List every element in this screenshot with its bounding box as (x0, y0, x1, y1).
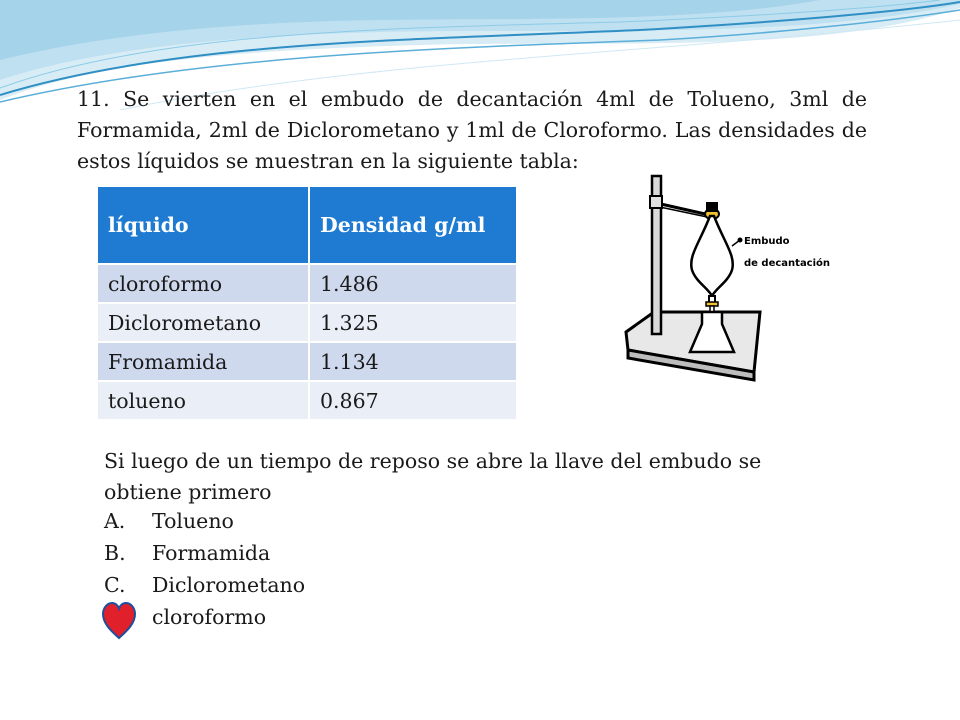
table-header-row (97, 186, 517, 264)
table-cell: Diclorometano (97, 303, 309, 342)
question-stem: Si luego de un tiempo de reposo se abre la llave del embudo se obtiene primero (104, 449, 762, 504)
option-a[interactable] (104, 505, 305, 537)
figure-label-line1: Embudo (744, 236, 790, 247)
option-c[interactable] (104, 569, 305, 601)
heart-icon (102, 602, 136, 640)
option-letter: B. (104, 541, 126, 565)
option-text: Tolueno (152, 509, 234, 533)
table-row (97, 381, 517, 420)
option-letter: A. (104, 509, 126, 533)
option-text: cloroformo (152, 605, 267, 629)
table-cell: 1.486 (309, 264, 517, 303)
table-cell: tolueno (97, 381, 309, 420)
table-row (97, 303, 517, 342)
table-cell: Fromamida (97, 342, 309, 381)
table-cell: 1.134 (309, 342, 517, 381)
table-row (97, 342, 517, 381)
figure-label-line2: de decantación (744, 258, 831, 269)
question-text: 11. Se vierten en el embudo de decantación 4ml de Tolueno, 3ml de Formamida, 2ml de Diclorometano y 1ml de Cloroformo. Las densidades de estos líquidos se muestran en la siguiente tabla: (77, 87, 867, 173)
density-table (96, 185, 518, 421)
option-letter: C. (104, 573, 126, 597)
option-b[interactable] (104, 537, 305, 569)
table-cell: cloroformo (97, 264, 309, 303)
table-cell: 0.867 (309, 381, 517, 420)
table-row (97, 264, 517, 303)
table-header-liquid: líquido (97, 186, 309, 264)
separatory-funnel-illustration (622, 172, 840, 390)
table-header-density: Densidad g/ml (309, 186, 517, 264)
option-text: Formamida (152, 541, 271, 565)
table-cell: 1.325 (309, 303, 517, 342)
option-text: Diclorometano (152, 573, 306, 597)
